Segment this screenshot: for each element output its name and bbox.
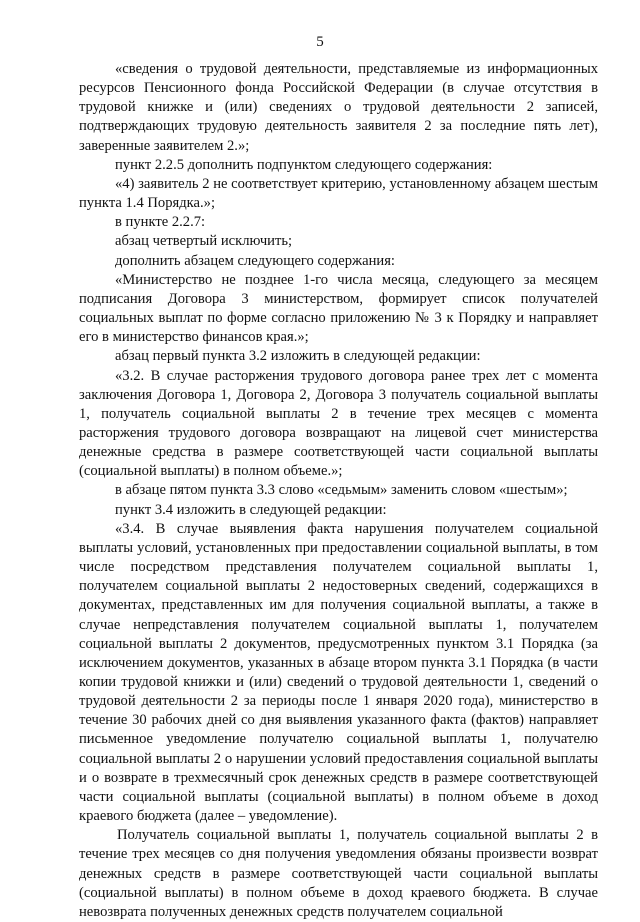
paragraph: абзац первый пункта 3.2 изложить в следующей редакции: bbox=[115, 348, 481, 365]
paragraph: абзац четвертый исключить; bbox=[115, 233, 293, 250]
paragraph: в пункте 2.2.7: bbox=[115, 214, 206, 231]
paragraph: пункт 2.2.5 дополнить подпунктом следующего содержания: bbox=[115, 156, 493, 173]
paragraph: пункт 3.4 изложить в следующей редакции: bbox=[115, 501, 387, 518]
paragraph: «4) заявитель 2 не соответствует критерию, установленному абзацем шестым пункта 1.4 Порядка.»; bbox=[79, 175, 598, 212]
document-body bbox=[79, 60, 598, 922]
paragraph: «3.4. В случае выявления факта нарушения получателем социальной выплаты условий, установленных при предоставлении социальной выплаты, в том числе посредством представления получателем социальной выплаты 1, получателем социальной выплаты 2 недостоверных сведений, содержащихся в документах, представленных им для получения социальной выплаты, а также в случае непредставления получателем социальной выплаты 1, получателем социальной выплаты 2 документов, предусмотренных пунктом 3.1 Порядка (за исключением документов, указанных в абзаце втором пункта 3.1 Порядка (в части копии трудовой книжки и (или) сведений о трудовой деятельности 1, сведений о трудовой деятельности 2 за периоды после 1 января 2020 года), министерство в течение 30 рабочих дней со дня выявления указанного факта (фактов) направляет письменное уведомление получателю социальной выплаты 1, получателю социальной выплаты 2 о нарушении условий предоставления социальной выплаты и о возврате в трехмесячный срок денежных средств в размере соответствующей части социальной выплаты (социальной выплаты) в полном объеме в доход краевого бюджета (далее – уведомление). bbox=[79, 520, 598, 825]
paragraph: дополнить абзацем следующего содержания: bbox=[115, 252, 395, 269]
paragraph: «Министерство не позднее 1-го числа месяца, следующего за месяцем подписания Договора 3 министерством, формирует список получателей социальных выплат по форме согласно приложению № 3 к Порядку и направляет его в министерство финансов края.»; bbox=[79, 271, 598, 346]
page-number: 5 bbox=[316, 34, 324, 50]
paragraph: в абзаце пятом пункта 3.3 слово «седьмым» заменить словом «шестым»; bbox=[115, 482, 568, 499]
paragraph: «сведения о трудовой деятельности, представляемые из информационных ресурсов Пенсионного фонда Российской Федерации (в случае отсутствия в трудовой книжке и (или) сведениях о трудовой деятельности 2 записей, подтверждающих трудовую деятельность заявителя 2 за последние пять лет), заверенные заявителем 2.»; bbox=[79, 61, 598, 154]
paragraph: Получатель социальной выплаты 1, получатель социальной выплаты 2 в течение трех месяцев со дня получения уведомления обязаны произвести возврат денежных средств в размере соответствующей части социальной выплаты (социальной выплаты) в полном объеме в доход краевого бюджета. В случае невозврата полученных денежных средств получателем социальной bbox=[79, 827, 598, 920]
paragraph: «3.2. В случае расторжения трудового договора ранее трех лет с момента заключения Договора 1, Договора 2, Договора 3 получатель социальной выплаты 1, получатель социальной выплаты 2 в течение трех месяцев с момента расторжения трудового договора возвращают на лицевой счет министерства денежные средства в размере соответствующей части социальной выплаты (социальной выплаты) в полном объеме.»; bbox=[79, 367, 598, 480]
